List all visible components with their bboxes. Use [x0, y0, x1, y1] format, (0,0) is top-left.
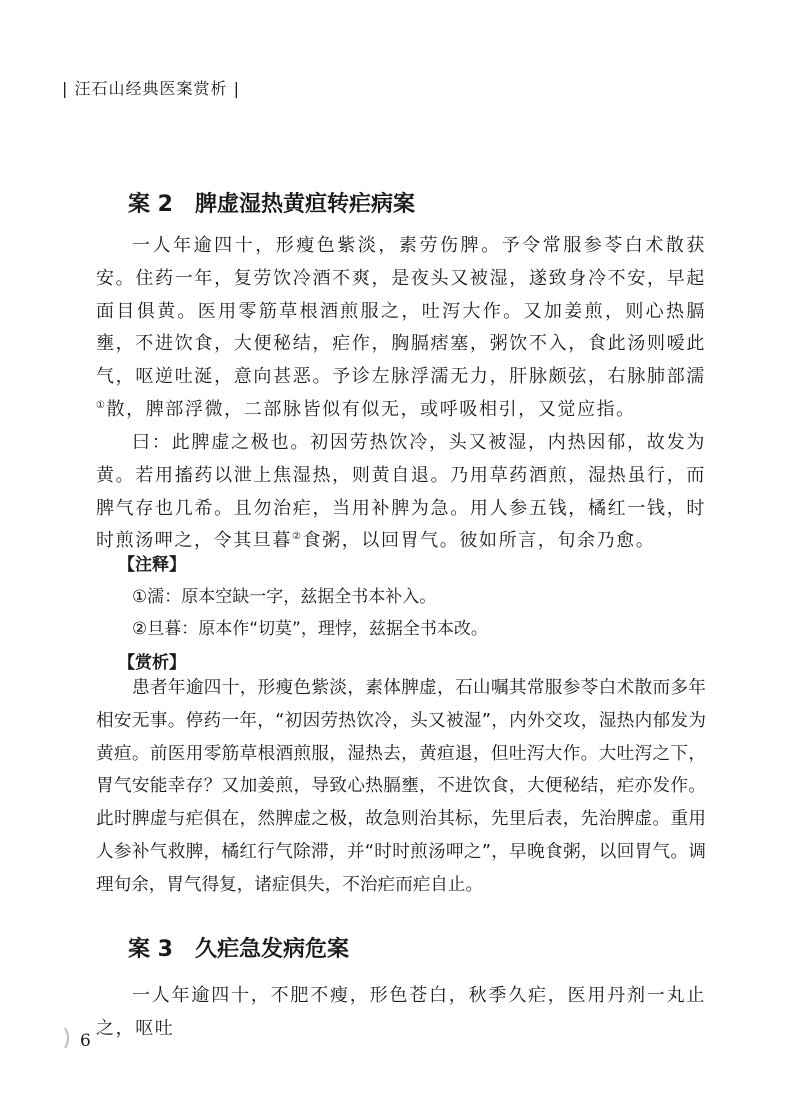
note-item-2: ②旦暮：原本作“切莫”，理悖，兹据全书本改。: [132, 619, 488, 639]
case-2-p1-text-b: 散，脾部浮微，二部脉皆似有似无，或呼吸相引，又觉应指。: [106, 398, 636, 420]
case-3-title: 久疟急发病危案: [194, 937, 349, 962]
note-reference-2: ②: [292, 531, 303, 543]
running-head: | 汪石山经典医案赏析 |: [62, 79, 240, 98]
case-2-p2-text-b: 食粥，以回胃气。彼如所言，旬余乃愈。: [302, 530, 656, 552]
page-corner-mark: [62, 1026, 74, 1050]
case-2-number: 案 2: [128, 192, 173, 217]
case-2-analysis-paragraph: 患者年逾四十，形瘦色紫淡，素体脾虚，石山嘱其常服参苓白术散而多年相安无事。停药一年，“初因劳热饮冷，头又被湿”，内外交攻，湿热内郁发为黄疸。前医用零筋草根酒煎服，湿热去，黄疸退，但吐泻大作。大吐泻之下，胃气安能幸存？又加姜煎，导致心热膈壅，不进饮食，大便秘结，疟亦发作。此时脾虚与疟俱在，然脾虚之极，故急则治其标，先里后表，先治脾虚。重用人参补气救脾，橘红行气除滞，并“时时煎汤呷之”，早晚食粥，以回胃气。调理旬余，胃气得复，诸症俱失，不治疟而疟自止。: [96, 678, 706, 895]
case-3-heading: [128, 932, 349, 963]
case-3-number: 案 3: [128, 937, 173, 962]
case-2-original-paragraph-1: [96, 230, 706, 427]
case-2-p1-text-a: 一人年逾四十，形瘦色紫淡，素劳伤脾。予令常服参苓白术散获安。住药一年，复劳饮冷酒不爽，是夜头又被湿，遂致身冷不安，早起面目俱黄。医用零筋草根酒煎服之，吐泻大作。又加姜煎，则心热膈壅，不进饮食，大便秘结，疟作，胸膈痞塞，粥饮不入，食此汤则嗳此气，呕逆吐涎，意向甚恶。予诊左脉浮濡无力，肝脉颇弦，右脉肺部濡: [96, 235, 706, 388]
page-number: 6: [80, 1031, 91, 1051]
case-2-heading: [128, 187, 415, 218]
case-3-original-paragraph-1: 一人年逾四十，不肥不瘦，形色苍白，秋季久疟，医用丹剂一丸止之，呕吐: [96, 985, 706, 1039]
note-item-1: ①濡：原本空缺一字，兹据全书本补入。: [132, 587, 437, 607]
analysis-label: 【赏析】: [118, 653, 186, 673]
note-reference-1: ①: [96, 399, 107, 411]
case-2-p2-text-a: 曰：此脾虚之极也。初因劳热饮冷，头又被湿，内热因郁，故发为黄。若用搐药以泄上焦湿热，则黄自退。乃用草药酒煎，湿热虽行，而脾气存也几希。且勿治疟，当用补脾为急。用人参五钱，橘红一钱，时时煎汤呷之，令其旦暮: [96, 432, 706, 552]
case-2-original-paragraph-2: [96, 427, 706, 558]
case-2-title: 脾虚湿热黄疸转疟病案: [194, 192, 415, 217]
notes-label: 【注释】: [118, 555, 186, 575]
